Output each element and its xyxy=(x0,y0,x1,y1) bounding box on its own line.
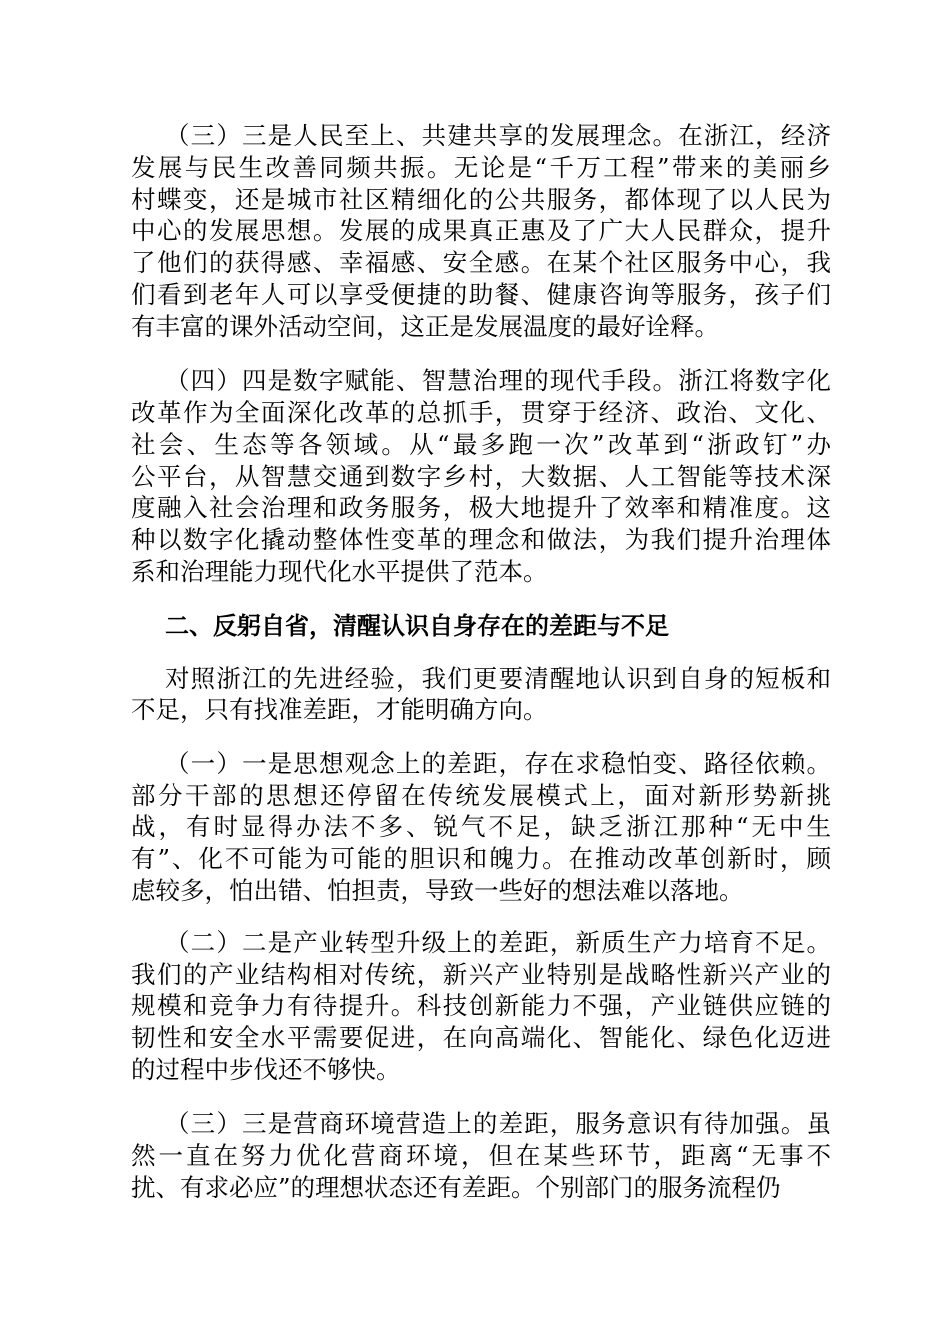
paragraph-line: 们看到老年人可以享受便捷的助餐、健康咨询等服务，孩子们 xyxy=(131,280,831,309)
section-heading: 二、反躬自省，清醒认识自身存在的差距与不足 xyxy=(165,612,669,640)
paragraph-line: 然一直在努力优化营商环境，但在某些环节，距离“无事不 xyxy=(131,1141,831,1170)
paragraph-line: 部分干部的思想还停留在传统发展模式上，面对新形势新挑 xyxy=(131,781,831,810)
paragraph-line: 虑较多，怕出错、怕担责，导致一些好的想法难以落地。 xyxy=(131,876,744,905)
paragraph-line: （四）四是数字赋能、智慧治理的现代手段。浙江将数字化 xyxy=(165,366,831,395)
paragraph-line: 我们的产业结构相对传统，新兴产业特别是战略性新兴产业的 xyxy=(131,960,831,989)
paragraph-line: 有丰富的课外活动空间，这正是发展温度的最好诠释。 xyxy=(131,312,719,341)
paragraph-line: 公平台，从智慧交通到数字乡村，大数据、人工智能等技术深 xyxy=(131,462,831,491)
paragraph-line: 扰、有求必应”的理想状态还有差距。个别部门的服务流程仍 xyxy=(131,1173,781,1202)
paragraph-line: 的过程中步伐还不够快。 xyxy=(131,1055,401,1084)
paragraph-line: 改革作为全面深化改革的总抓手，贯穿于经济、政治、文化、 xyxy=(131,398,831,427)
paragraph-line: 种以数字化撬动整体性变革的理念和做法，为我们提升治理体 xyxy=(131,525,831,554)
paragraph-line: 度融入社会治理和政务服务，极大地提升了效率和精准度。这 xyxy=(131,493,831,522)
paragraph-line: 规模和竞争力有待提升。科技创新能力不强，产业链供应链的 xyxy=(131,991,831,1020)
paragraph-line: 村蝶变，还是城市社区精细化的公共服务，都体现了以人民为 xyxy=(131,185,831,214)
paragraph-line: 对照浙江的先进经验，我们更要清醒地认识到自身的短板和 xyxy=(165,664,831,693)
paragraph-line: 中心的发展思想。发展的成果真正惠及了广大人民群众，提升 xyxy=(131,216,831,245)
paragraph-line: 战，有时显得办法不多、锐气不足，缺乏浙江那种“无中生 xyxy=(131,812,831,841)
paragraph-line: 不足，只有找准差距，才能明确方向。 xyxy=(131,695,548,724)
paragraph-line: 韧性和安全水平需要促进，在向高端化、智能化、绿色化迈进 xyxy=(131,1023,831,1052)
paragraph-line: 有”、化不可能为可能的胆识和魄力。在推动改革创新时，顾 xyxy=(131,844,831,873)
paragraph-line: 了他们的获得感、幸福感、安全感。在某个社区服务中心，我 xyxy=(131,248,831,277)
paragraph-line: 社会、生态等各领域。从“最多跑一次”改革到“浙政钉”办 xyxy=(131,430,831,459)
paragraph-line: （三）三是人民至上、共建共享的发展理念。在浙江，经济 xyxy=(165,121,831,150)
paragraph-line: （三）三是营商环境营造上的差距，服务意识有待加强。虽 xyxy=(165,1109,831,1138)
paragraph-line: 系和治理能力现代化水平提供了范本。 xyxy=(131,557,548,586)
paragraph-line: 发展与民生改善同频共振。无论是“千万工程”带来的美丽乡 xyxy=(131,153,831,182)
paragraph-line: （二）二是产业转型升级上的差距，新质生产力培育不足。 xyxy=(165,928,831,957)
paragraph-line: （一）一是思想观念上的差距，存在求稳怕变、路径依赖。 xyxy=(165,749,831,778)
